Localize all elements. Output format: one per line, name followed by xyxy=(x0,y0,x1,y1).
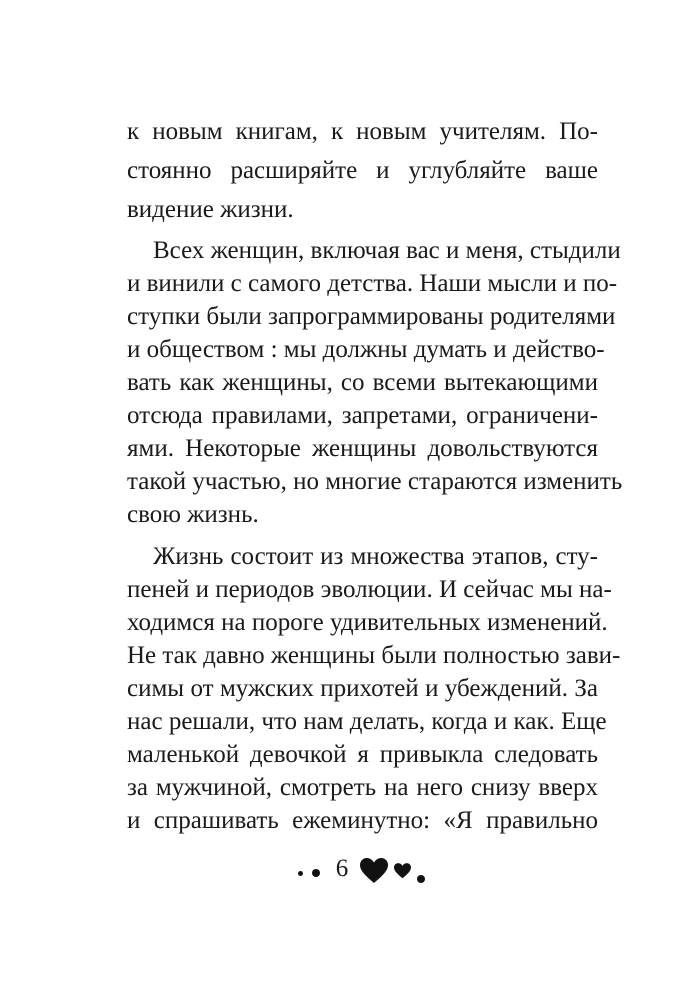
text-line: Жизнь состоит из множества этапов, сту- xyxy=(153,543,598,570)
heart-icon xyxy=(360,858,388,884)
text-line: ступки были запрограммированы родителями xyxy=(127,303,616,330)
text-line: ями. Некоторые женщины довольствуются xyxy=(127,435,598,462)
page-number: 6 xyxy=(335,855,349,882)
dot-icon xyxy=(417,875,425,883)
text-line: стоянно расширяйте и углубляйте ваше xyxy=(127,157,598,184)
text-line: и спрашивать ежеминутно: «Я правильно xyxy=(127,807,598,834)
text-line: симы от мужских прихотей и убеждений. За xyxy=(127,675,598,702)
text-line: маленькой девочкой я привыкла следовать xyxy=(127,741,598,768)
text-line: такой участью, но многие стараются изменить xyxy=(127,468,623,495)
text-line: за мужчиной, смотреть на него снизу вверх xyxy=(127,774,598,801)
text-line: ходимся на пороге удивительных изменений. xyxy=(127,609,608,636)
small-dot-icon xyxy=(298,871,303,876)
text-line: и обществом : мы должны думать и действо- xyxy=(127,336,605,363)
text-line: к новым книгам, к новым учителям. По- xyxy=(127,118,598,145)
dot-icon xyxy=(312,869,320,877)
text-line: свою жизнь. xyxy=(127,501,259,528)
text-line: видение жизни. xyxy=(127,196,294,223)
page-folio xyxy=(0,852,686,892)
text-line: Всех женщин, включая вас и меня, стыдили xyxy=(153,237,621,264)
text-line: вать как женщины, со всеми вытекающими xyxy=(127,369,598,396)
text-line: пеней и периодов эволюции. И сейчас мы на- xyxy=(127,576,612,603)
text-line: отсюда правилами, запретами, ограничени- xyxy=(127,402,598,429)
text-line: и винили с самого детства. Наши мысли и по- xyxy=(127,270,618,297)
text-line: нас решали, что нам делать, когда и как. Еще xyxy=(127,708,607,735)
small-heart-icon xyxy=(394,863,411,879)
text-line: Не так давно женщины были полностью зави- xyxy=(127,642,621,669)
